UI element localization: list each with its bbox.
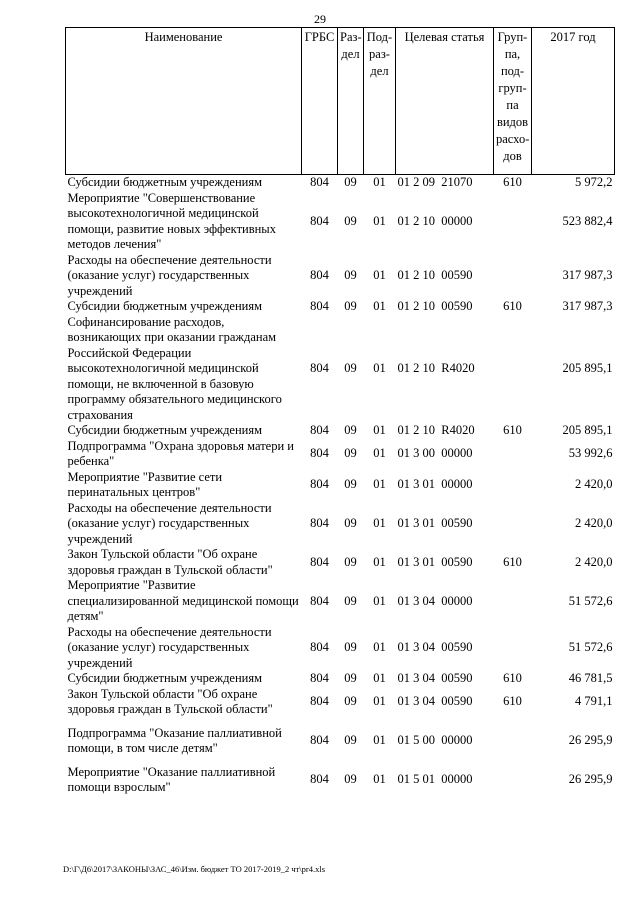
cell-group: 610 <box>503 671 522 685</box>
cell-group <box>494 765 532 796</box>
cell-sum: 4 791,1 <box>575 694 613 709</box>
header-grbs: ГРБС <box>302 28 338 175</box>
table-row <box>66 765 615 796</box>
cell-razdel: 09 <box>344 516 357 530</box>
cell-group <box>494 253 532 300</box>
cell-group <box>494 625 532 672</box>
cell-sum: 523 882,4 <box>562 213 613 228</box>
cell-sum: 51 572,6 <box>568 593 613 608</box>
cell-sum: 2 420,0 <box>575 516 613 530</box>
cell-grbs: 804 <box>310 423 329 437</box>
table-row <box>66 253 615 300</box>
cell-target: 01 2 10 R4020 <box>397 361 475 375</box>
table-row <box>66 501 615 548</box>
table-row <box>66 315 615 424</box>
cell-sum: 46 781,5 <box>568 671 613 685</box>
cell-podrazdel: 01 <box>373 361 386 375</box>
cell-razdel: 09 <box>344 446 357 461</box>
cell-grbs: 804 <box>310 671 329 685</box>
cell-grbs: 804 <box>310 593 329 608</box>
cell-razdel: 09 <box>344 640 357 654</box>
cell-razdel: 09 <box>344 554 357 569</box>
row-spacer <box>66 718 615 726</box>
cell-name: Мероприятие "Оказание паллиативной помощи взрослым" <box>67 764 276 794</box>
cell-target: 01 5 01 00000 <box>397 772 473 787</box>
cell-target: 01 2 10 R4020 <box>397 423 475 437</box>
cell-target: 01 3 01 00590 <box>397 554 473 569</box>
cell-group <box>494 726 532 757</box>
table-row <box>66 423 615 439</box>
budget-table <box>65 27 615 796</box>
header-name: Наименование <box>66 28 302 175</box>
table-row <box>66 726 615 757</box>
cell-name: Расходы на обеспечение деятельности (оказание услуг) государственных учреждений <box>67 500 272 546</box>
cell-group <box>494 315 532 424</box>
cell-sum: 53 992,6 <box>568 446 613 461</box>
cell-grbs: 804 <box>310 516 329 530</box>
table-row <box>66 299 615 315</box>
cell-target: 01 3 00 00000 <box>397 446 473 461</box>
cell-name: Софинансирование расходов, возникающих при оказании гражданам Российской Федерации высокотехнологичной медицинской помощи, не включенной в базовую программу обязательного медицинского страхования <box>67 314 282 422</box>
cell-podrazdel: 01 <box>373 671 386 685</box>
cell-target: 01 2 10 00590 <box>397 299 473 313</box>
cell-sum: 2 420,0 <box>575 554 613 569</box>
cell-razdel: 09 <box>344 772 357 787</box>
cell-name: Закон Тульской области "Об охране здоровья граждан в Тульской области" <box>67 547 273 577</box>
cell-name: Закон Тульской области "Об охране здоровья граждан в Тульской области" <box>67 686 273 716</box>
cell-name: Расходы на обеспечение деятельности (оказание услуг) государственных учреждений <box>67 624 272 670</box>
cell-podrazdel: 01 <box>373 423 386 437</box>
cell-group: 610 <box>503 554 522 569</box>
cell-razdel: 09 <box>344 268 357 282</box>
cell-target: 01 2 10 00000 <box>397 213 473 228</box>
cell-name: Субсидии бюджетным учреждениям <box>67 299 263 313</box>
cell-name: Подпрограмма "Охрана здоровья матери и ребенка" <box>67 438 294 468</box>
table-row <box>66 439 615 470</box>
cell-sum: 317 987,3 <box>562 268 613 282</box>
cell-group <box>494 501 532 548</box>
header-group: Груп- па, под- груп- па видов расхо- дов <box>494 28 532 175</box>
table-row <box>66 687 615 718</box>
cell-group <box>494 578 532 625</box>
table-row <box>66 547 615 578</box>
header-podrazdel: Под- раз- дел <box>364 28 396 175</box>
table-row <box>66 578 615 625</box>
cell-razdel: 09 <box>344 477 357 492</box>
cell-target: 01 2 09 21070 <box>397 175 473 189</box>
cell-group: 610 <box>503 299 522 313</box>
cell-podrazdel: 01 <box>373 299 386 313</box>
table-row <box>66 671 615 687</box>
cell-name: Субсидии бюджетным учреждениям <box>67 671 263 685</box>
cell-podrazdel: 01 <box>373 268 386 282</box>
cell-target: 01 3 04 00590 <box>397 694 473 709</box>
cell-grbs: 804 <box>310 446 329 461</box>
cell-name: Мероприятие "Развитие специализированной медицинской помощи детям" <box>67 578 299 623</box>
cell-razdel: 09 <box>344 299 357 313</box>
cell-sum: 205 895,1 <box>562 361 613 375</box>
cell-target: 01 5 00 00000 <box>397 733 473 748</box>
cell-podrazdel: 01 <box>373 446 386 461</box>
cell-group: 610 <box>503 175 522 189</box>
cell-grbs: 804 <box>310 640 329 654</box>
header-razdel: Раз- дел <box>338 28 364 175</box>
header-target: Целевая статья <box>396 28 494 175</box>
cell-target: 01 3 04 00590 <box>397 671 473 685</box>
cell-group <box>494 470 532 501</box>
cell-podrazdel: 01 <box>373 477 386 492</box>
cell-grbs: 804 <box>310 694 329 709</box>
cell-sum: 26 295,9 <box>568 772 613 787</box>
cell-podrazdel: 01 <box>373 175 386 189</box>
cell-target: 01 2 10 00590 <box>397 268 473 282</box>
cell-grbs: 804 <box>310 733 329 748</box>
cell-grbs: 804 <box>310 268 329 282</box>
cell-sum: 317 987,3 <box>562 299 613 313</box>
cell-razdel: 09 <box>344 671 357 685</box>
table-row <box>66 175 615 191</box>
cell-sum: 51 572,6 <box>568 640 613 654</box>
cell-grbs: 804 <box>310 175 329 189</box>
cell-podrazdel: 01 <box>373 772 386 787</box>
cell-razdel: 09 <box>344 361 357 375</box>
cell-name: Субсидии бюджетным учреждениям <box>67 175 263 189</box>
cell-podrazdel: 01 <box>373 516 386 530</box>
cell-target: 01 3 01 00590 <box>397 516 473 530</box>
cell-group: 610 <box>503 423 522 437</box>
row-spacer <box>66 757 615 765</box>
cell-sum: 2 420,0 <box>575 477 613 492</box>
cell-razdel: 09 <box>344 733 357 748</box>
header-row <box>66 28 615 175</box>
cell-group <box>494 191 532 253</box>
cell-grbs: 804 <box>310 477 329 492</box>
table-row <box>66 470 615 501</box>
cell-name: Субсидии бюджетным учреждениям <box>67 423 263 437</box>
cell-grbs: 804 <box>310 299 329 313</box>
cell-grbs: 804 <box>310 213 329 228</box>
cell-name: Расходы на обеспечение деятельности (оказание услуг) государственных учреждений <box>67 252 272 298</box>
cell-name: Подпрограмма "Оказание паллиативной помощи, в том числе детям" <box>67 725 282 755</box>
cell-podrazdel: 01 <box>373 554 386 569</box>
cell-podrazdel: 01 <box>373 640 386 654</box>
cell-podrazdel: 01 <box>373 733 386 748</box>
cell-group: 610 <box>503 694 522 709</box>
cell-group <box>494 439 532 470</box>
cell-target: 01 3 01 00000 <box>397 477 473 492</box>
cell-target: 01 3 04 00000 <box>397 593 473 608</box>
cell-podrazdel: 01 <box>373 694 386 709</box>
cell-razdel: 09 <box>344 175 357 189</box>
cell-grbs: 804 <box>310 772 329 787</box>
cell-razdel: 09 <box>344 423 357 437</box>
cell-podrazdel: 01 <box>373 593 386 608</box>
cell-name: Мероприятие "Развитие сети перинатальных центров" <box>67 469 223 499</box>
cell-razdel: 09 <box>344 213 357 228</box>
cell-razdel: 09 <box>344 694 357 709</box>
cell-sum: 26 295,9 <box>568 733 613 748</box>
header-year: 2017 год <box>532 28 615 175</box>
table-row <box>66 625 615 672</box>
cell-grbs: 804 <box>310 361 329 375</box>
cell-sum: 5 972,2 <box>575 175 613 189</box>
cell-podrazdel: 01 <box>373 213 386 228</box>
page-number: 29 <box>314 12 326 26</box>
cell-name: Мероприятие "Совершенствование высокотехнологичной медицинской помощи, развитие новых эффективных методов лечения" <box>67 190 276 251</box>
table-row <box>66 191 615 253</box>
cell-grbs: 804 <box>310 554 329 569</box>
file-path-footer: D:\Г\Д6\2017\ЗАКОНЫ\ЗАС_46\Изм. бюджет ТО 2017-2019_2 чт\pr4.xls <box>63 864 326 874</box>
cell-target: 01 3 04 00590 <box>397 640 473 654</box>
cell-sum: 205 895,1 <box>562 423 613 437</box>
cell-razdel: 09 <box>344 593 357 608</box>
